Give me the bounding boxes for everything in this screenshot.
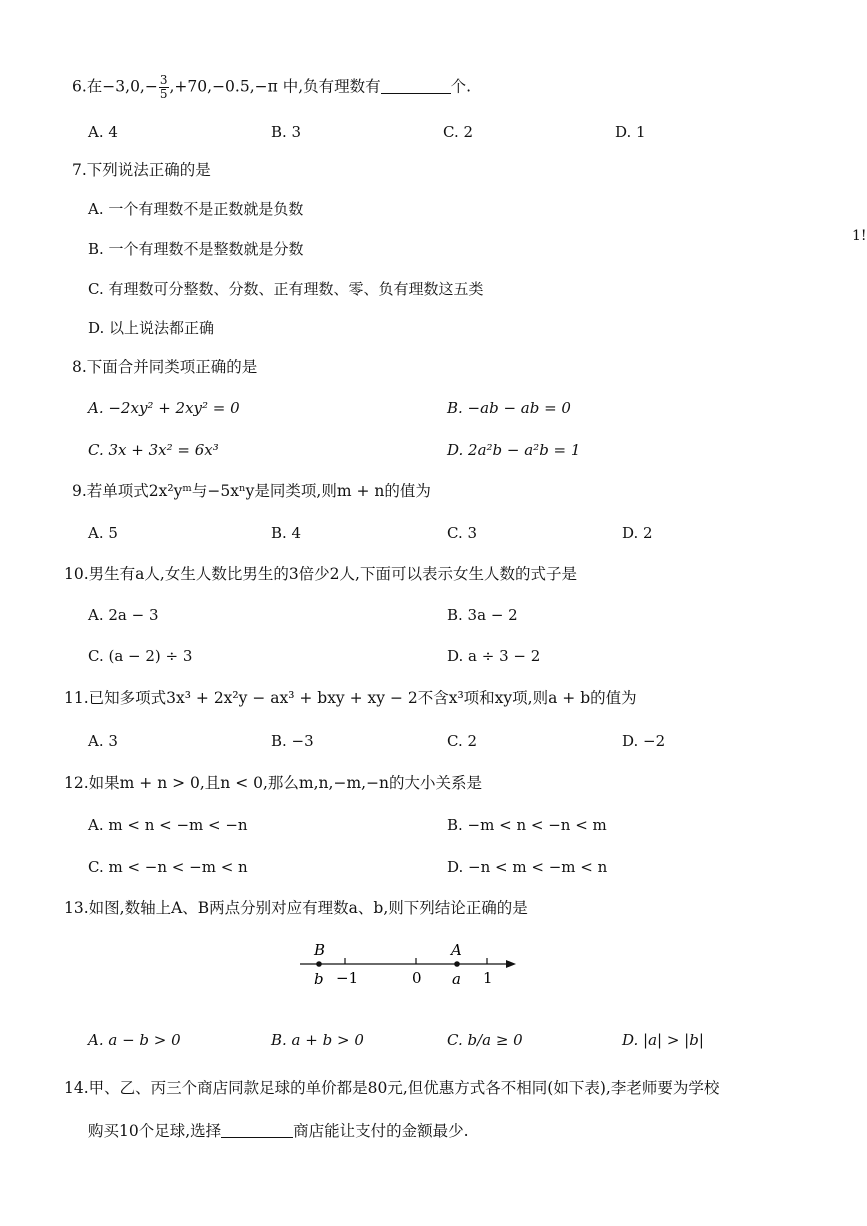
answer-blank [221,1123,293,1138]
q11-option-c: C. 2 [447,732,478,750]
question-7 [72,160,211,180]
q6-option-c: C. 2 [443,123,474,141]
question-number: 14. [64,1079,89,1097]
question-6 [72,74,471,101]
q10-option-b: B. 3a − 2 [447,606,518,624]
q13-option-c: C. b/a ≥ 0 [447,1031,523,1049]
q6-option-a: A. 4 [88,123,118,141]
q7-option-d: D. 以上说法都正确 [88,319,215,337]
question-number: 10. [64,565,89,583]
question-stem: 下面合并同类项正确的是 [86,358,258,376]
question-stem: 若单项式2x²yᵐ与−5xⁿy是同类项,则m + n的值为 [86,482,431,500]
point-a [454,961,460,967]
question-14-line-2 [88,1121,469,1141]
label-point-A: A [451,941,462,959]
question-stem-post: ,+70,−0.5,−π 中,负有理数有 [169,77,381,96]
label-b: b [314,970,324,988]
question-stem: 如果m + n > 0,且n < 0,那么m,n,−m,−n的大小关系是 [88,774,483,792]
question-stem: 如图,数轴上A、B两点分别对应有理数a、b,则下列结论正确的是 [88,899,528,917]
question-number: 6. [72,77,87,96]
q6-option-b: B. 3 [271,123,302,141]
question-stem-pre: 购买10个足球,选择 [88,1122,222,1140]
q10-option-d: D. a ÷ 3 − 2 [447,647,541,665]
label-neg1: −1 [336,969,359,987]
q10-option-c: C. (a − 2) ÷ 3 [88,647,193,665]
arrow-right-icon [506,960,516,968]
margin-number: 1! [852,228,867,244]
question-9 [72,481,431,501]
question-13 [64,898,528,918]
question-8 [72,357,257,377]
question-11 [64,688,637,708]
q7-option-c: C. 有理数可分整数、分数、正有理数、零、负有理数这五类 [88,280,484,298]
q12-option-c: C. m < −n < −m < n [88,858,248,876]
question-stem: 男生有a人,女生人数比男生的3倍少2人,下面可以表示女生人数的式子是 [88,565,577,583]
label-zero: 0 [412,969,422,987]
question-number: 7. [72,161,87,179]
q13-option-a: A. a − b > 0 [88,1031,181,1049]
question-stem-pre: 在−3,0,− [86,77,158,96]
question-number: 12. [64,774,89,792]
answer-blank [381,79,451,94]
question-stem: 已知多项式3x³ + 2x²y − ax³ + bxy + xy − 2不含x³项和xy项,则a + b的值为 [88,689,637,707]
fraction-denominator: 5 [159,87,168,101]
q8-option-a: A. −2xy² + 2xy² = 0 [88,399,240,417]
label-one: 1 [483,969,493,987]
question-10 [64,564,577,584]
q12-option-d: D. −n < m < −m < n [447,858,608,876]
question-number: 11. [64,689,89,707]
q9-option-c: C. 3 [447,524,478,542]
q9-option-a: A. 5 [88,524,118,542]
fraction [159,74,169,101]
q13-option-d: D. |a| > |b| [622,1031,704,1049]
question-number: 9. [72,482,87,500]
label-a: a [452,970,461,988]
q11-option-b: B. −3 [271,732,314,750]
question-12 [64,773,482,793]
q11-option-d: D. −2 [622,732,666,750]
question-stem: 甲、乙、丙三个商店同款足球的单价都是80元,但优惠方式各不相同(如下表),李老师要为学校 [88,1079,720,1097]
q8-option-b: B. −ab − ab = 0 [447,399,571,417]
question-stem-post: 商店能让支付的金额最少. [293,1122,469,1140]
question-number: 8. [72,358,87,376]
question-stem: 下列说法正确的是 [86,161,211,179]
point-b [316,961,322,967]
question-number: 13. [64,899,89,917]
q12-option-a: A. m < n < −m < −n [88,816,248,834]
q6-option-d: D. 1 [615,123,646,141]
q8-option-c: C. 3x + 3x² = 6x³ [88,441,219,459]
q8-option-d: D. 2a²b − a²b = 1 [447,441,581,459]
question-14-line-1 [64,1078,719,1098]
q12-option-b: B. −m < n < −n < m [447,816,607,834]
fraction-numerator: 3 [159,73,168,87]
q13-option-b: B. a + b > 0 [271,1031,364,1049]
q7-option-a: A. 一个有理数不是正数就是负数 [88,200,304,218]
question-stem-end: 个. [450,77,472,96]
label-point-B: B [314,941,326,959]
q7-option-b: B. 一个有理数不是整数就是分数 [88,240,304,258]
q9-option-d: D. 2 [622,524,653,542]
q9-option-b: B. 4 [271,524,302,542]
q11-option-a: A. 3 [88,732,118,750]
q10-option-a: A. 2a − 3 [88,606,159,624]
